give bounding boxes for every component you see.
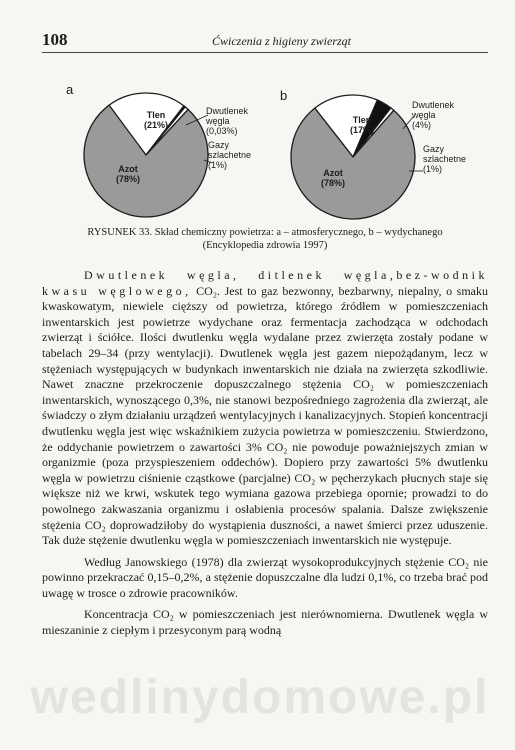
page-header bbox=[42, 30, 482, 52]
pie-b-nitrogen-label: Azot (78%) bbox=[320, 168, 345, 188]
panel-b-letter: b bbox=[280, 88, 288, 103]
running-head: Ćwiczenia z higieny zwierząt bbox=[212, 34, 351, 48]
pie-b-oxygen-label: Tlen (17%) bbox=[349, 115, 374, 135]
pie-a-oxygen-label: Tlen (21%) bbox=[143, 110, 168, 130]
paragraph-1-rest: CO₂. Jest to gaz bezwonny, bezbarwny, niepalny, o smaku kwaskowatym, niewiele cięższy od powietrza, którego źródłem w pomieszczeniach inwentarskich jest powietrze wydychane oraz fermentacja zachodząca w odchodach zwierząt i ściółce. Ilości dwutlenku węgla wydalane przez zwierzęta zostały podane w tabelach 29–34 (przy wentylacji). Dwutlenek węgla jest gazem niepożądanym, lecz w stężeniach występujących w budynkach inwentarskich nie działa na zwierzęta szkodliwie. Nawet znaczne przekroczenie dopuszczalnego stężenia CO₂ w pomieszczeniach inwentarskich, wynoszącego 0,3%, nie stanowi bezpośredniego zagrożenia dla zwierząt, ale świadczy o złym działaniu urządzeń wentylacyjnych i kanalizacyjnych. Stopień koncentracji dwutlenku węgla jest więc wskaźnikiem zużycia powietrza w pomieszczeniu. Stwierdzono, że oddychanie powietrzem o zawartości 3% CO₂ nie powoduje poważniejszych zmian w organizmie (poza przyspieszeniem oddechów). Dopiero przy zawartości 5% dwutlenku węgla w powietrzu ciśnienie cząstkowe (parcjalne) CO₂ w pęcherzykach płucnych staje się większe niż we krwi, wskutek tego wymiana gazowa przebiega opornie; prowadzi to do powolnego zakwaszania organizmu i osłabienia procesów spalania. Dalsze zwiększenie stężenia CO₂ doprowadziłoby do wystąpienia duszności, a nawet śmierci przez uduszenie. Tak duże stężenie dwutlenku węgla w pomieszczeniach inwentarskich nie występuje. bbox=[42, 283, 488, 548]
header-rule bbox=[42, 52, 488, 53]
paragraph-2: Według Janowskiego (1978) dla zwierząt wysokoprodukcyjnych stężenie CO₂ nie powinno przekraczać 0,15–0,2%, a stężenie dopuszczalne dla ludzi 0,1%, co trzeba brać pod uwagę w trosce o zdrowie pracowników. bbox=[42, 554, 488, 600]
page-number: 108 bbox=[42, 30, 68, 49]
paragraph-1-spaced-lead: Dwutlenek węgla, ditlenek węgla,bez-wodnik kwasu węglowego, bbox=[42, 268, 488, 298]
pie-a-noble-label: Gazy szlachetne (1%) bbox=[208, 140, 252, 170]
figure-caption bbox=[42, 226, 488, 252]
body-text bbox=[42, 268, 488, 639]
paragraph-1 bbox=[42, 268, 488, 549]
panel-a-letter: a bbox=[66, 82, 74, 97]
pie-chart-b bbox=[291, 95, 423, 219]
figure-33 bbox=[42, 78, 488, 238]
pie-b-co2-label: Dwutlenek węgla (4%) bbox=[412, 100, 455, 130]
caption-line-1: RYSUNEK 33. Skład chemiczny powietrza: a – atmosferycznego, b – wydychanego bbox=[87, 227, 443, 238]
pie-a-co2-label: Dwutlenek węgla (0,03%) bbox=[206, 106, 249, 136]
caption-line-2: (Encyklopedia zdrowia 1997) bbox=[202, 240, 328, 251]
paragraph-3: Koncentracja CO₂ w pomieszczeniach jest nierównomierna. Dwutlenek węgla w mieszaninie z ciepłym i przesyconym parą wodną bbox=[42, 607, 488, 638]
pie-a-nitrogen-label: Azot (78%) bbox=[115, 164, 140, 184]
pie-b-noble-label: Gazy szlachetne (1%) bbox=[423, 144, 467, 174]
watermark: wedlinydomowe.pl bbox=[30, 671, 490, 724]
